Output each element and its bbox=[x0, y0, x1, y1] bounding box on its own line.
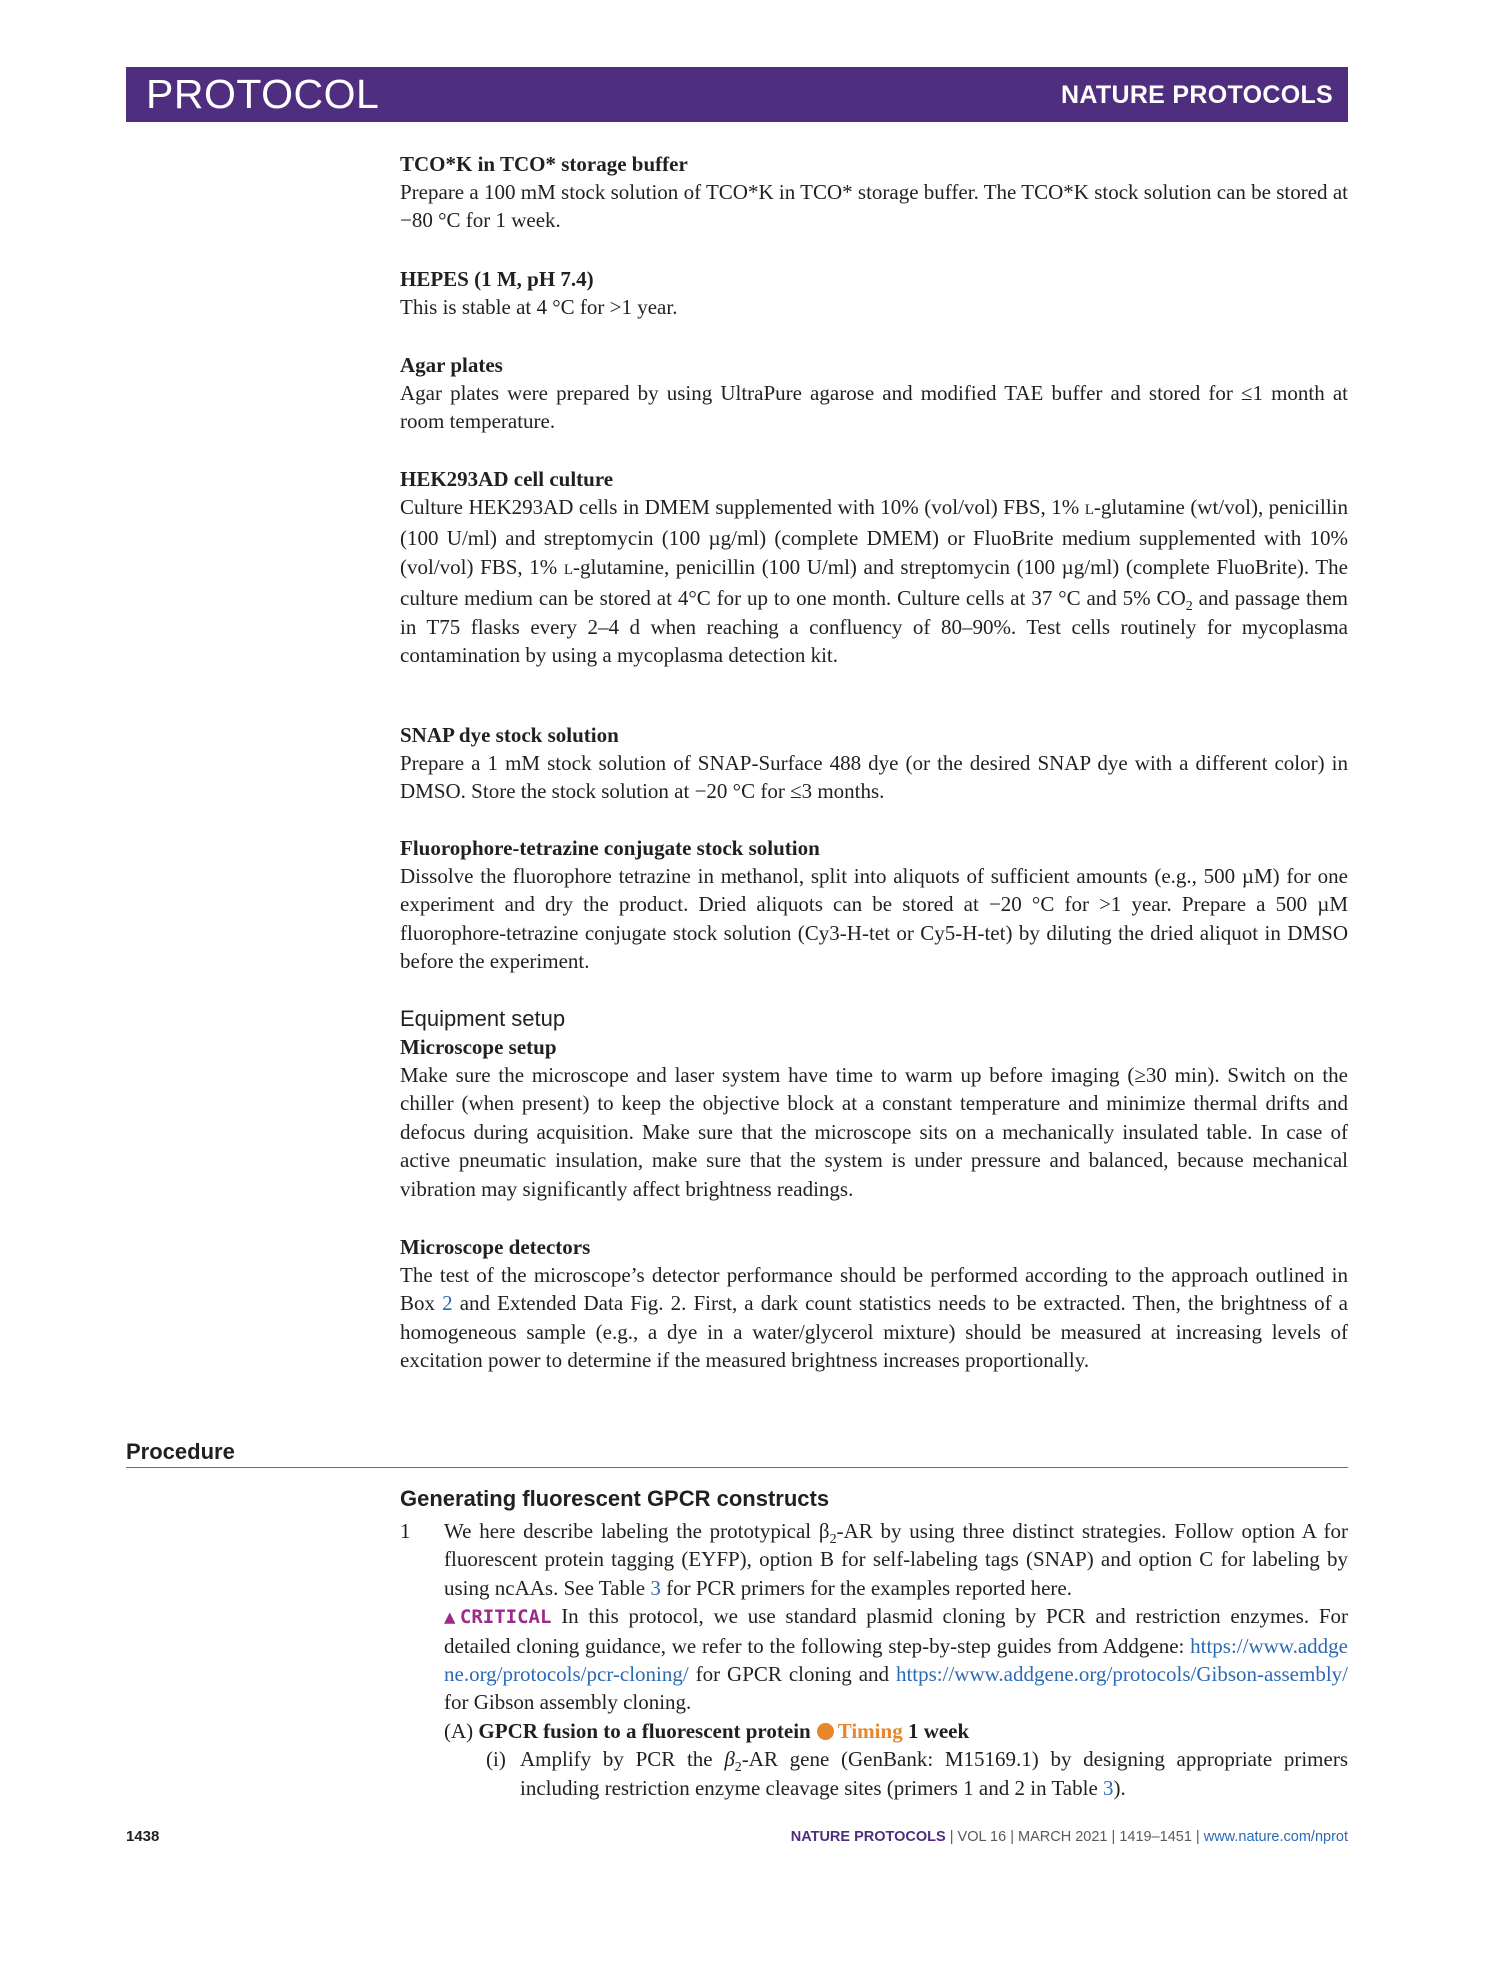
section-hepes bbox=[400, 265, 1348, 321]
page-number: 1438 bbox=[126, 1828, 160, 1845]
section-detectors bbox=[400, 1233, 1348, 1375]
subsection-heading: Microscope setup bbox=[400, 1035, 557, 1059]
box-link[interactable]: 2 bbox=[442, 1291, 453, 1316]
gibson-assembly-link[interactable]: https://www.addgene.org/protocols/Gibson-assembly/ bbox=[895, 1662, 1348, 1687]
section-heading: Fluorophore-tetrazine conjugate stock solution bbox=[400, 836, 820, 860]
section-body: Agar plates were prepared by using UltraPure agarose and modified TAE buffer and stored for ≤1 month at room temperature. bbox=[400, 381, 1348, 434]
step-text: We here describe labeling the prototypical $\beta_2-AR$ by using three distinct strategies. Follow option A for fluorescent protein tagging (EYFP), option B for self-labeling tags (SNAP) and option C for labeling by using ncAAs. See Table 3 for PCR primers for the examples reported here. bbox=[444, 1519, 1348, 1600]
section-body: This is stable at 4 °C for >1 year. bbox=[400, 295, 678, 319]
section-fluorophore bbox=[400, 834, 1348, 976]
section-body: Culture HEK293AD cells in DMEM supplemented with 10% (vol/vol) FBS, 1% L-glutamine (wt/vol), penicillin (100 U/ml) and streptomycin (100 µg/ml) (complete DMEM) or FluoBrite medium supplemented with 10% (vol/vol) FBS, 1% L-glutamine, penicillin (100 U/ml) and streptomycin (100 µg/ml) (complete FluoBrite). The culture medium can be stored at 4°C for up to one month. Culture cells at 37 °C and 5% $CO_2$ and passage them in T75 flasks every 2–4 d when reaching a confluency of 80–90%. Test cells routinely for mycoplasma contamination by using a mycoplasma detection kit. bbox=[400, 495, 1348, 668]
journal-title: NATURE PROTOCOLS bbox=[1061, 81, 1333, 109]
section-snap bbox=[400, 721, 1348, 806]
procedure-heading: Procedure bbox=[126, 1439, 235, 1464]
divider bbox=[126, 1467, 1348, 1468]
step-number: 1 bbox=[400, 1519, 411, 1543]
citation: NATURE PROTOCOLS | VOL 16 | MARCH 2021 | 1419–1451 | www.nature.com/nprot bbox=[790, 1829, 1348, 1845]
procedure-step-1 bbox=[400, 1517, 1348, 1802]
section-hek bbox=[400, 465, 1348, 669]
table-link[interactable]: 3 bbox=[1103, 1775, 1114, 1800]
timing-icon bbox=[817, 1723, 834, 1740]
table-link[interactable]: 3 bbox=[650, 1575, 661, 1600]
section-body: Dissolve the fluorophore tetrazine in methanol, split into aliquots of sufficient amounts (e.g., 500 µM) for one experiment and dry the product. Dried aliquots can be stored at −20 °C for >1 year. Prepare a 500 µM fluorophore-tetrazine conjugate stock solution (Cy3-H-tet or Cy5-H-tet) by diluting the dried aliquot in DMSO before the experiment. bbox=[400, 864, 1348, 974]
section-heading: HEPES (1 M, pH 7.4) bbox=[400, 267, 594, 291]
section-heading: SNAP dye stock solution bbox=[400, 723, 619, 747]
section-body: Make sure the microscope and laser system have time to warm up before imaging (≥30 min). Switch on the chiller (when present) to keep the objective block at a constant temperature and minimize thermal drifts and defocus during acquisition. Make sure that the microscope sits on a mechanically insulated table. In case of active pneumatic insulation, make sure that the system is under pressure and balanced, because mechanical vibration may significantly affect brightness readings. bbox=[400, 1063, 1348, 1201]
section-title: PROTOCOL bbox=[146, 71, 380, 117]
section-body: Prepare a 1 mM stock solution of SNAP-Surface 488 dye (or the desired SNAP dye with a different color) in DMSO. Store the stock solution at −20 °C for ≤3 months. bbox=[400, 751, 1348, 804]
section-agar bbox=[400, 351, 1348, 436]
section-body: The test of the microscope’s detector performance should be performed according to the approach outlined in Box 2 and Extended Data Fig. 2. First, a dark count statistics needs to be extracted. Then, the brightness of a homogeneous sample (e.g., a dye in a water/glycerol mixture) should be measured at increasing levels of excitation power to determine if the measured brightness increases proportionally. bbox=[400, 1263, 1348, 1373]
critical-label: ▲CRITICAL bbox=[444, 1606, 552, 1629]
section-equipment-setup bbox=[400, 1005, 1348, 1203]
page-footer bbox=[126, 1827, 1348, 1847]
critical-note: ▲CRITICAL In this protocol, we use standard plasmid cloning by PCR and restriction enzymes. For detailed cloning guidance, we refer to the following step-by-step guides from Addgene: https://www.addgene.org/protocols/pcr-cloning/ for GPCR cloning and https://www.addgene.org/protocols/Gibson-assembly/ for Gibson assembly cloning. bbox=[444, 1604, 1349, 1715]
journal-url[interactable]: www.nature.com/nprot bbox=[1203, 1829, 1348, 1845]
pcr-cloning-link[interactable]: https://www.addgene.org/protocols/pcr-cloning/ bbox=[444, 1633, 1348, 1687]
section-body: Prepare a 100 mM stock solution of TCO*K in TCO* storage buffer. The TCO*K stock solution can be stored at −80 °C for 1 week. bbox=[400, 180, 1348, 233]
header-banner bbox=[126, 67, 1348, 122]
generating-heading: Generating fluorescent GPCR constructs bbox=[400, 1486, 830, 1511]
section-tco bbox=[400, 150, 1348, 235]
substep-i: (i) Amplify by PCR the $\beta_2-AR$ gene (GenBank: M15169.1) by designing appropriate primers including restriction enzyme cleavage sites (primers 1 and 2 in Table 3). bbox=[486, 1747, 1349, 1800]
section-heading: Agar plates bbox=[400, 353, 503, 377]
section-heading: TCO*K in TCO* storage buffer bbox=[400, 152, 688, 176]
option-a: (A) GPCR fusion to a fluorescent protein Timing 1 week bbox=[444, 1718, 970, 1743]
section-heading: Equipment setup bbox=[400, 1006, 566, 1031]
section-heading: Microscope detectors bbox=[400, 1235, 591, 1259]
section-heading: HEK293AD cell culture bbox=[400, 467, 614, 491]
